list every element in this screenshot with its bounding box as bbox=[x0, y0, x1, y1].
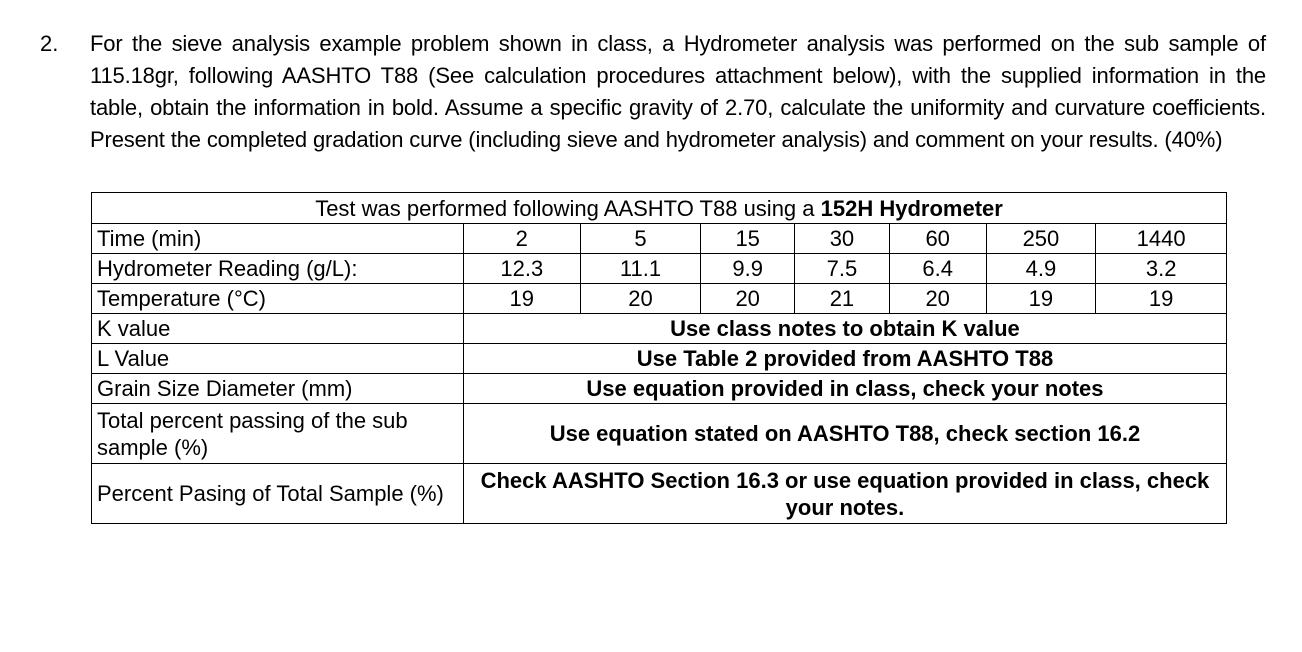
row-label: Total percent passing of the sub sample (%) bbox=[92, 404, 464, 464]
table-cell: 6.4 bbox=[889, 254, 986, 284]
table-row-temperature bbox=[92, 284, 1227, 314]
instruction-cell: Use equation provided in class, check your notes bbox=[463, 374, 1226, 404]
question-text: For the sieve analysis example problem shown in class, a Hydrometer analysis was performed on the sub sample of 115.18gr, following AASHTO T88 (See calculation procedures attachment below), with the supplied information in the table, obtain the information in bold. Assume a specific gravity of 2.70, calculate the uniformity and curvature coefficients. Present the completed gradation curve (including sieve and hydrometer analysis) and comment on your results. (40%) bbox=[90, 31, 1266, 152]
table-cell: 20 bbox=[701, 284, 795, 314]
table-cell: 19 bbox=[463, 284, 580, 314]
table-cell: 19 bbox=[1096, 284, 1227, 314]
table-cell: 20 bbox=[889, 284, 986, 314]
table-cell: 15 bbox=[701, 224, 795, 254]
row-label: Percent Pasing of Total Sample (%) bbox=[92, 464, 464, 524]
table-row-hydrometer-reading bbox=[92, 254, 1227, 284]
table-row-grain-size bbox=[92, 374, 1227, 404]
table-cell: 19 bbox=[986, 284, 1096, 314]
table-cell: 30 bbox=[795, 224, 890, 254]
instruction-cell: Check AASHTO Section 16.3 or use equation provided in class, check your notes. bbox=[463, 464, 1226, 524]
row-label: Hydrometer Reading (g/L): bbox=[92, 254, 464, 284]
table-cell: 3.2 bbox=[1096, 254, 1227, 284]
question-block bbox=[36, 28, 1266, 156]
table-row-l-value bbox=[92, 344, 1227, 374]
table-cell: 7.5 bbox=[795, 254, 890, 284]
table-row-k-value bbox=[92, 314, 1227, 344]
table-cell: 9.9 bbox=[701, 254, 795, 284]
table-row-percent-passing-total bbox=[92, 464, 1227, 524]
row-label: K value bbox=[92, 314, 464, 344]
row-label: Temperature (°C) bbox=[92, 284, 464, 314]
table-row-percent-passing-sub bbox=[92, 404, 1227, 464]
instruction-cell: Use equation stated on AASHTO T88, check section 16.2 bbox=[463, 404, 1226, 464]
question-number: 2. bbox=[40, 31, 59, 56]
hydrometer-table bbox=[91, 192, 1227, 524]
table-header-prefix: Test was performed following AASHTO T88 using a bbox=[315, 195, 821, 221]
table-cell: 1440 bbox=[1096, 224, 1227, 254]
row-label: Time (min) bbox=[92, 224, 464, 254]
table-cell: 5 bbox=[580, 224, 701, 254]
instruction-cell: Use Table 2 provided from AASHTO T88 bbox=[463, 344, 1226, 374]
table-cell: 11.1 bbox=[580, 254, 701, 284]
row-label: Grain Size Diameter (mm) bbox=[92, 374, 464, 404]
table-header bbox=[92, 193, 1227, 224]
table-cell: 12.3 bbox=[463, 254, 580, 284]
table-header-row bbox=[92, 193, 1227, 224]
instruction-cell: Use class notes to obtain K value bbox=[463, 314, 1226, 344]
table-cell: 20 bbox=[580, 284, 701, 314]
table-cell: 60 bbox=[889, 224, 986, 254]
table-cell: 250 bbox=[986, 224, 1096, 254]
table-cell: 2 bbox=[463, 224, 580, 254]
table-header-hydrometer-type: 152H Hydrometer bbox=[820, 195, 1003, 221]
table-cell: 21 bbox=[795, 284, 890, 314]
row-label: L Value bbox=[92, 344, 464, 374]
table-cell: 4.9 bbox=[986, 254, 1096, 284]
table-row-time bbox=[92, 224, 1227, 254]
